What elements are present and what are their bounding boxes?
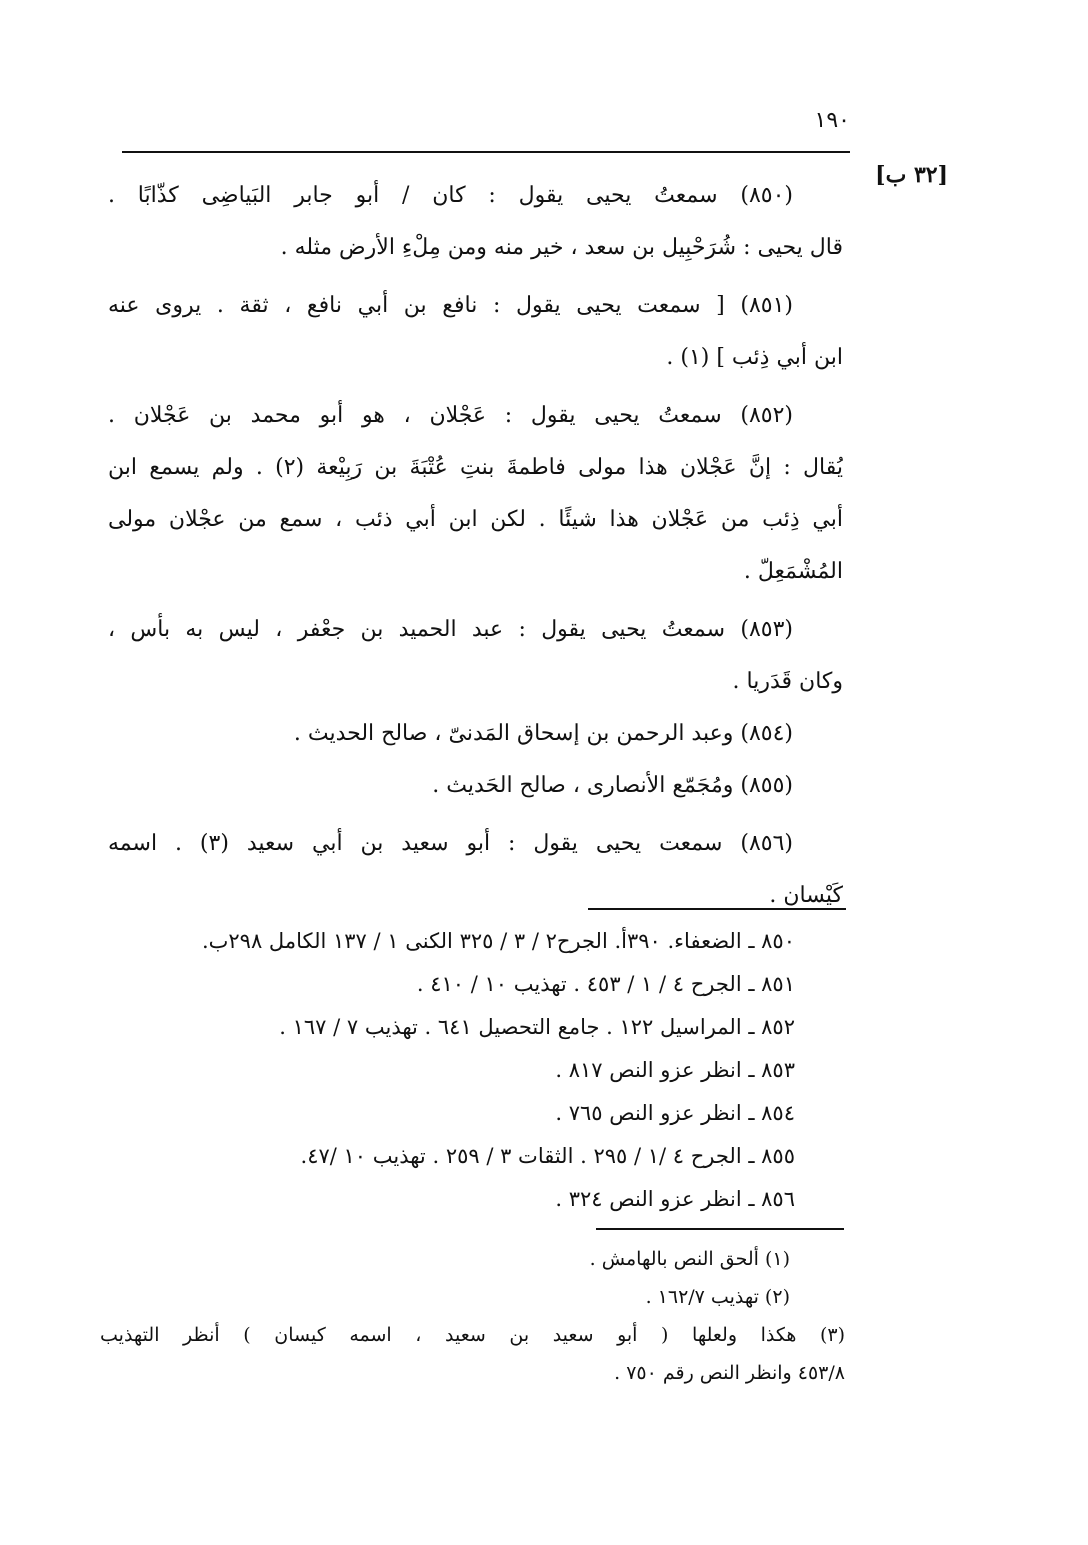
footnote-item: (٢) تهذيب ١٦٢/٧ . <box>645 1286 790 1308</box>
page-number: ١٩٠ <box>814 108 850 133</box>
text-line: قال يحيى : شُرَحْبِيل بن سعد ، خير منه ومن مِلْءِ الأرض مثله . <box>280 235 843 260</box>
reference-list <box>100 920 795 1221</box>
text-line: وكان قَدَريا . <box>732 669 843 694</box>
main-text <box>108 170 843 922</box>
footnotes <box>100 1240 845 1392</box>
footnote-item: (١) ألحق النص بالهامش . <box>589 1248 790 1270</box>
manuscript-folio-reference: [٣٢ ب] <box>875 162 948 188</box>
text-line: (٨٥٤) وعبد الرحمن بن إسحاق المَدنىّ ، صالح الحديث . <box>293 721 793 746</box>
text-line: (٨٥٢) سمعتُ يحيى يقول : عَجْلان ، هو أبو محمد بن عَجْلان . <box>108 403 793 428</box>
reference-item: ٨٥٤ ـ انظر عزو النص ٧٦٥ . <box>555 1101 795 1125</box>
reference-item: ٨٥٠ ـ الضعفاء. ٣٩٠أ. الجرح٢ / ٣ / ٣٢٥ الكنى ١ / ١٣٧ الكامل ٢٩٨ب. <box>201 929 795 953</box>
text-line: ابن أبي ذِئب ] (١) . <box>666 345 843 370</box>
reference-item: ٨٥٣ ـ انظر عزو النص ٨١٧ . <box>555 1058 795 1082</box>
text-line: (٨٥٥) ومُجَمّع الأنصارى ، صالح الحَديث . <box>432 773 793 798</box>
text-line: (٨٥٦) سمعت يحيى يقول : أبو سعيد بن أبي سعيد (٣) . اسمه <box>108 831 793 856</box>
footnote-item: ٤٥٣/٨ وانظر النص رقم ٧٥٠ . <box>614 1362 845 1384</box>
text-line: أبي ذِئب من عَجْلان هذا شيئًا . لكن ابن أبي ذئب ، سمع من عجْلان مولى <box>108 507 843 532</box>
references-rule <box>588 908 846 910</box>
text-line: (٨٥٠) سمعتُ يحيى يقول : كان / أبو جابر البَياضِى كذّابًا . <box>108 183 793 208</box>
footnotes-rule <box>596 1228 844 1230</box>
text-line: المُشْمَعِلّ . <box>743 559 843 584</box>
header-rule <box>122 151 850 153</box>
reference-item: ٨٥٦ ـ انظر عزو النص ٣٢٤ . <box>555 1187 795 1211</box>
reference-item: ٨٥٢ ـ المراسيل ١٢٢ . جامع التحصيل ٦٤١ . تهذيب ٧ / ١٦٧ . <box>279 1015 795 1039</box>
reference-item: ٨٥١ ـ الجرح ٤ / ١ / ٤٥٣ . تهذيب ١٠ / ٤١٠ . <box>416 972 795 996</box>
text-line: يُقال : إنَّ عَجْلان هذا مولى فاطمةَ بنتِ عُتْبَةَ بن رَبِيْعة (٢) . ولم يسمع ابن <box>108 455 843 480</box>
text-line: كَيْسان . <box>769 883 843 908</box>
reference-item: ٨٥٥ ـ الجرح ٤ /١ / ٢٩٥ . الثقات ٣ / ٢٥٩ . تهذيب ١٠ /٤٧. <box>300 1144 795 1168</box>
text-line: (٨٥١) [ سمعت يحيى يقول : نافع بن أبي نافع ، ثقة . يروى عنه <box>108 293 793 318</box>
footnote-item: (٣) هكذا ولعلها ( أبو سعيد بن سعيد ، اسمه كيسان ) أنظر التهذيب <box>100 1324 845 1346</box>
text-line: (٨٥٣) سمعتُ يحيى يقول : عبد الحميد بن جعْفر ، ليس به بأس ، <box>108 617 793 642</box>
